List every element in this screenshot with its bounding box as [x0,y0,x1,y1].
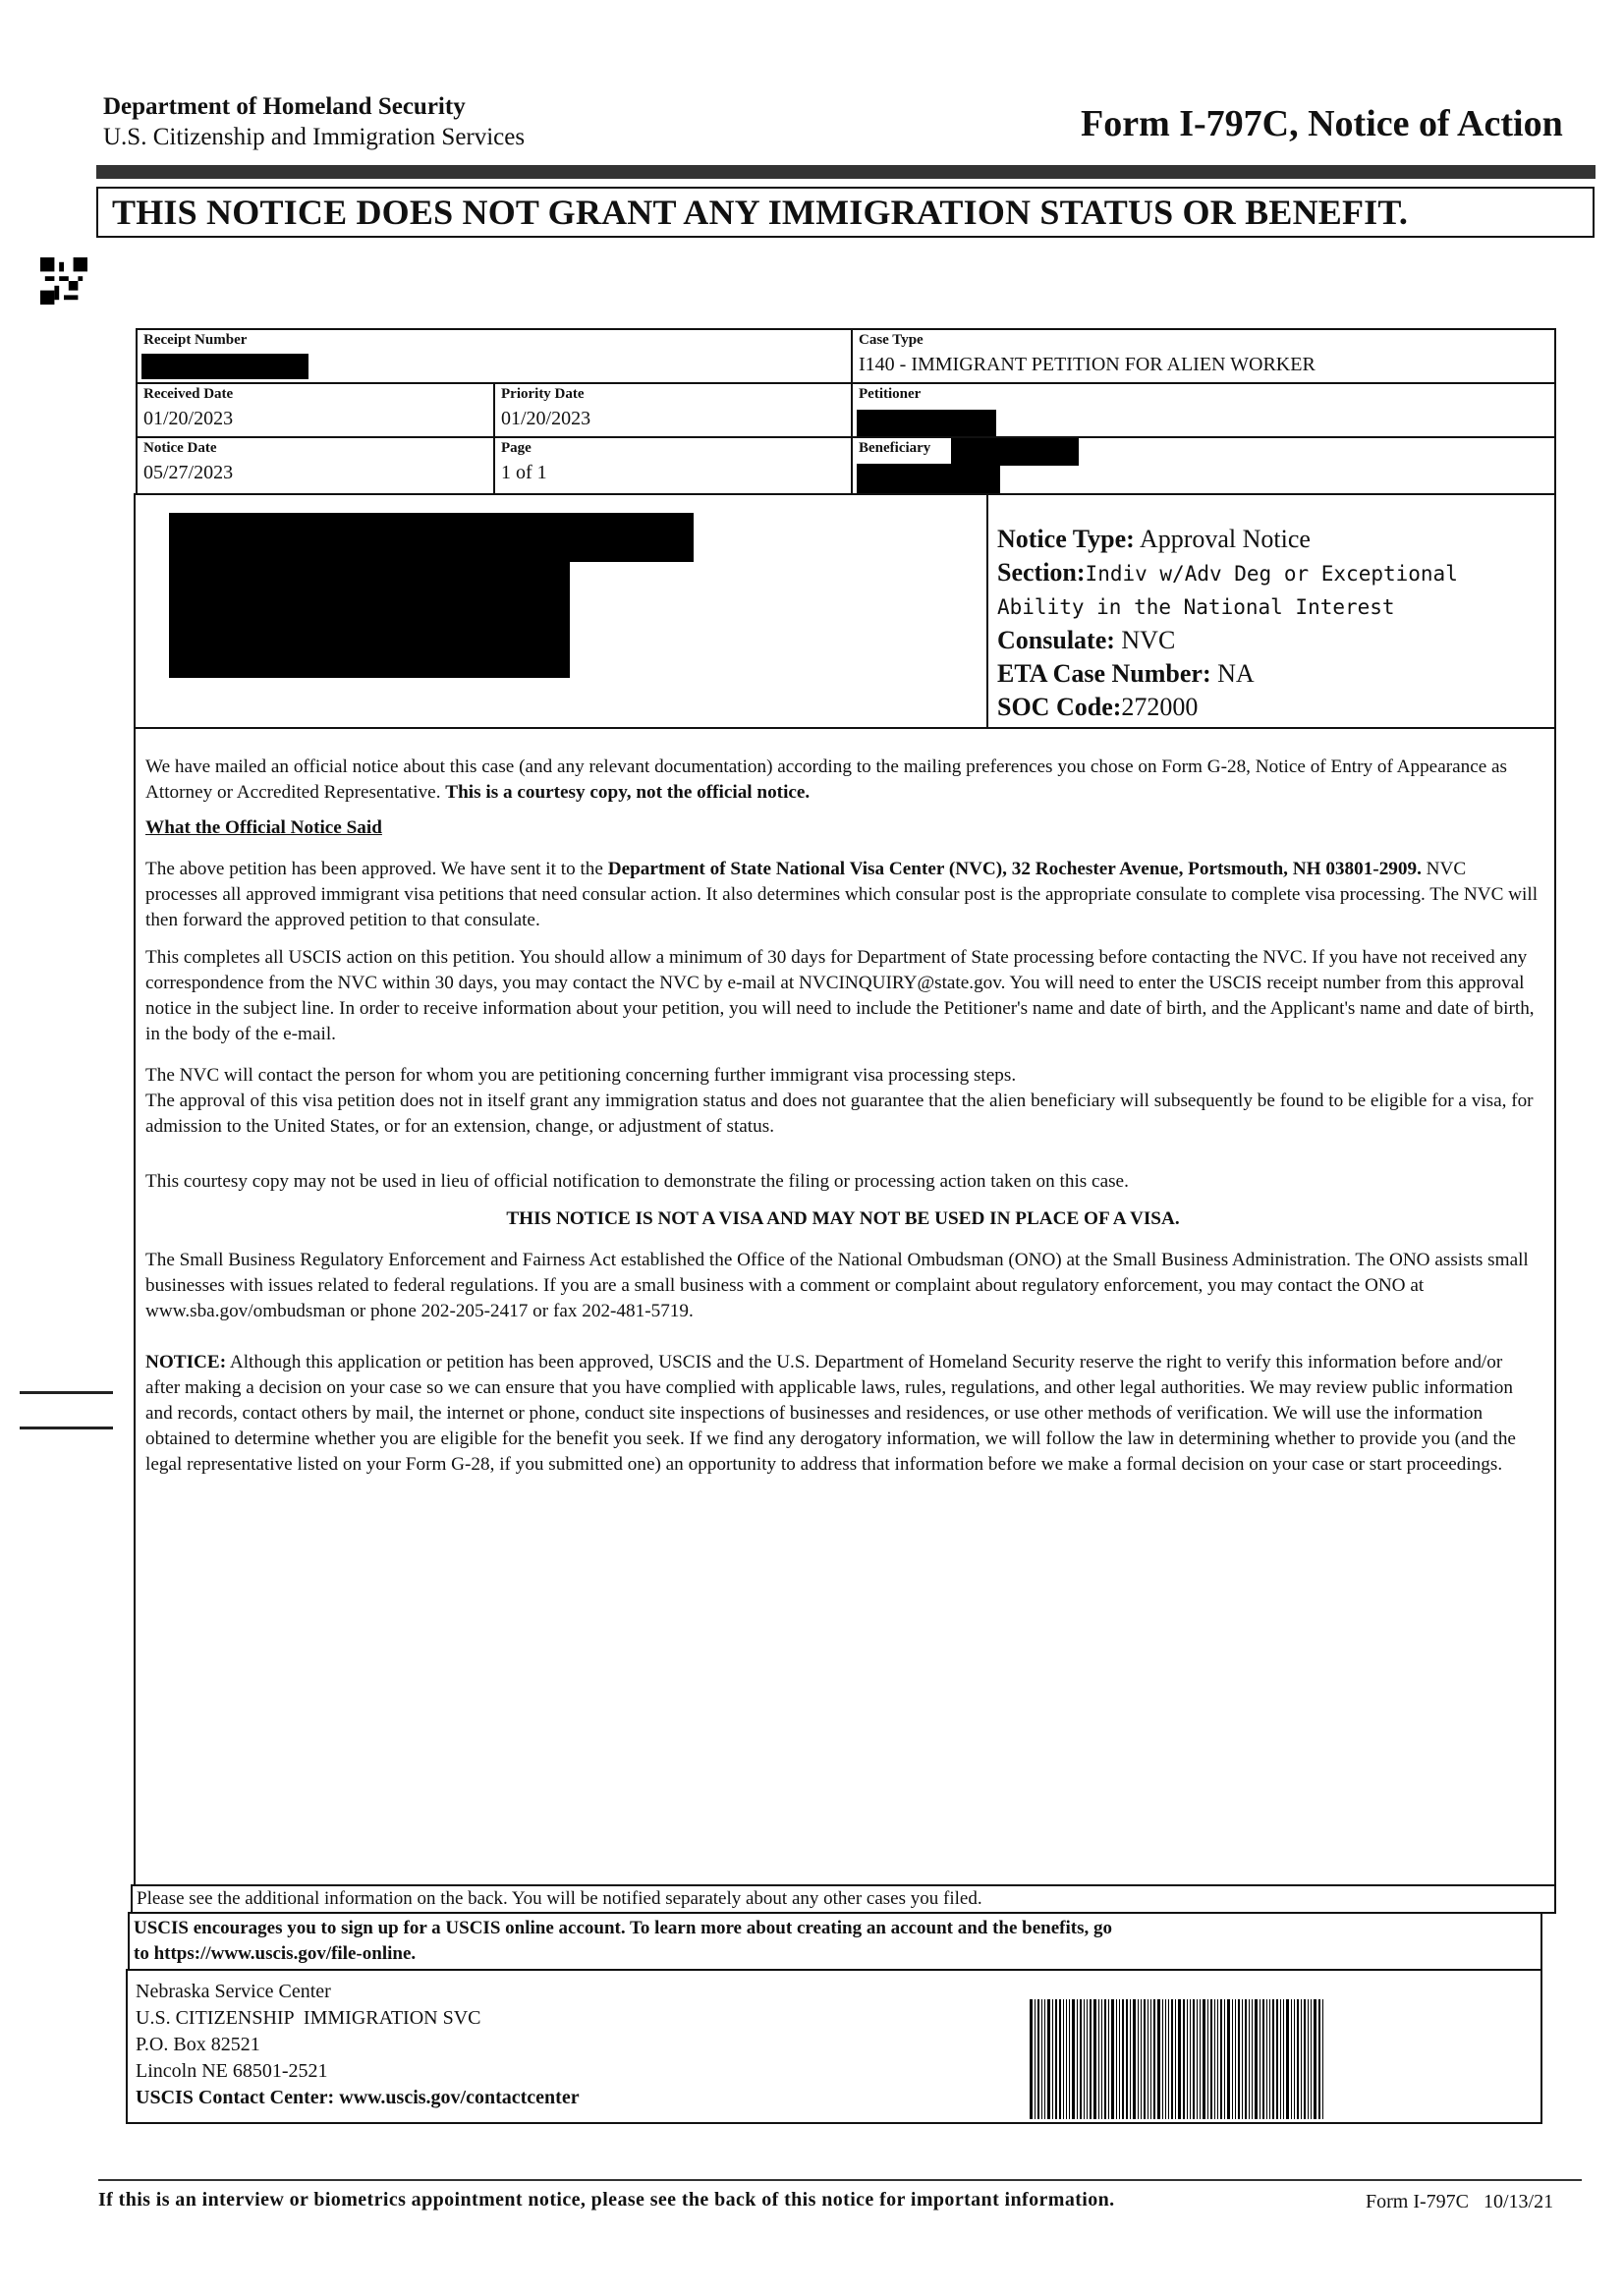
body-paragraph-5: This courtesy copy may not be used in lieu of official notification to demonstrate the filing or processing action taken on this case. [145,1171,1129,1192]
agency-name: Department of Homeland Security [103,93,466,120]
footer-form-id: Form I-797C 10/13/21 [1366,2191,1554,2212]
page-label: Page [501,440,532,456]
beneficiary-label: Beneficiary [859,440,931,456]
notice-date-label: Notice Date [143,440,217,456]
petitioner-cell [851,382,1556,438]
body-paragraph-8 [145,1350,1540,1478]
soc-row [997,691,1587,724]
notice-info [997,523,1587,724]
approval-intro: The above petition has been approved. We have sent it to the [145,859,603,879]
address-line-1: Nebraska Service Center [136,1981,331,2002]
petitioner-redaction [857,410,996,437]
agency-subname: U.S. Citizenship and Immigration Services [103,124,526,150]
section-label: Section: [997,558,1086,587]
nvc-processing: NVC processes all approved immigrant visa petitions that need consular action. It also determines which consular post is the appropriate consulate to complete visa processing. The NVC will then forward the approved petition to that consulate. [145,859,1539,930]
margin-mark-1 [20,1391,113,1394]
soc-value: 272000 [1121,693,1199,721]
address-block [134,493,988,729]
priority-date-value: 01/20/2023 [501,408,591,429]
eta-label: ETA Case Number: [997,659,1211,688]
petitioner-label: Petitioner [859,386,922,402]
notice-date-value: 05/27/2023 [143,462,234,483]
service-center-address [136,1979,580,2111]
approval-disclaimer: The approval of this visa petition does not in itself grant any immigration status and does not guarantee that the alien beneficiary will subsequently be found to be eligible for a visa, for admission to the United States, or for an extension, change, or adjustment of status. [145,1091,1534,1137]
priority-date-label: Priority Date [501,386,585,402]
contact-center: USCIS Contact Center: www.uscis.gov/contactcenter [136,2087,580,2108]
address-redaction-2 [169,554,570,678]
body-paragraph-7: The Small Business Regulatory Enforcement and Fairness Act established the Office of the National Ombudsman (ONO) at the Small Business Administration. The ONO assists small businesses with issues related to federal regulations. If you are a small business with a comment or complaint about regulatory enforcement, you may contact the ONO at www.sba.gov/ombudsman or phone 202-205-2417 or fax 202-481-5719. [145,1250,1529,1321]
receipt-number-redaction [141,354,308,379]
online-account-text: USCIS encourages you to sign up for a USCIS online account. To learn more about creating an account and the benefits, go to https://www.uscis.gov/file-online. [134,1918,1113,1964]
status-warning-text: THIS NOTICE DOES NOT GRANT ANY IMMIGRATION STATUS OR BENEFIT. [112,193,1409,232]
courtesy-intro: We have mailed an official notice about this case (and any relevant documentation) according to the mailing preferences you chose on Form G-28, Notice of Entry of Appearance as Attorney or Accredited Representative. [145,756,1508,803]
body-paragraph-2 [145,857,1540,933]
consulate-label: Consulate: [997,626,1115,654]
consulate-value: NVC [1121,626,1176,654]
case-type-cell [851,328,1556,384]
address-line-2: U.S. CITIZENSHIP IMMIGRATION SVC [136,2007,481,2029]
qr-code-icon [39,257,88,305]
nvc-address: Department of State National Visa Center (NVC), 32 Rochester Avenue, Portsmouth, NH 03801-2909. [607,859,1422,879]
receipt-number-label: Receipt Number [143,332,248,348]
online-account-row [128,1912,1542,1971]
body-paragraph-1 [145,755,1540,806]
footer-rule [98,2179,1582,2181]
address-line-4: Lincoln NE 68501-2521 [136,2060,328,2082]
received-date-label: Received Date [143,386,234,402]
header-divider-bar [96,165,1596,179]
notice-label: NOTICE: [145,1352,227,1372]
not-a-visa-notice: THIS NOTICE IS NOT A VISA AND MAY NOT BE USED IN PLACE OF A VISA. [506,1208,1180,1229]
footer-note: If this is an interview or biometrics appointment notice, please see the back of this notice for important information. [98,2189,1115,2211]
page-cell [493,436,853,495]
consulate-row [997,624,1587,657]
status-warning-banner [96,187,1595,238]
notice-type-label: Notice Type: [997,525,1135,553]
section-value-line2: Ability in the National Interest [997,595,1395,619]
case-type-value: I140 - IMMIGRANT PETITION FOR ALIEN WORKER [859,354,1316,375]
receipt-number-cell [136,328,853,384]
official-notice-heading: What the Official Notice Said [145,817,382,838]
priority-date-cell [493,382,853,438]
body-paragraph-4 [145,1063,1540,1140]
notice-type-value: Approval Notice [1139,525,1311,553]
notice-type-row [997,523,1587,556]
section-row [997,556,1587,590]
eta-value: NA [1217,659,1255,688]
barcode-icon [1030,1999,1354,2119]
received-date-cell [136,382,495,438]
beneficiary-cell [851,436,1556,495]
courtesy-copy-note: This is a courtesy copy, not the official notice. [445,782,811,803]
case-type-label: Case Type [859,332,924,348]
nvc-contact-note: The NVC will contact the person for whom you are petitioning concerning further immigrant visa processing steps. [145,1065,1017,1086]
received-date-value: 01/20/2023 [143,408,234,429]
margin-mark-2 [20,1427,113,1429]
body-paragraph-3: This completes all USCIS action on this petition. You should allow a minimum of 30 days for Department of State processing before contacting the NVC. If you have not received any correspondence from the NVC within 30 days, you may contact the NVC by e-mail at NVCINQUIRY@state.gov. You will need to enter the USCIS receipt number from this approval notice in the subject line. In order to receive information about your petition, you will need to include the Petitioner's name and date of birth, and the Applicant's name and date of birth, in the body of the e-mail. [145,947,1535,1044]
page-value: 1 of 1 [501,462,547,483]
soc-label: SOC Code: [997,693,1122,721]
additional-info-text: Please see the additional information on the back. You will be notified separately about any other cases you filed. [137,1888,982,1909]
additional-info-row [131,1884,1556,1914]
beneficiary-redaction-2 [857,464,1000,493]
eta-row [997,657,1587,691]
address-line-3: P.O. Box 82521 [136,2034,260,2055]
section-value-line1: Indiv w/Adv Deg or Exceptional [1085,562,1458,586]
form-title: Form I-797C, Notice of Action [1081,103,1563,144]
beneficiary-redaction-1 [951,438,1079,466]
verification-notice: Although this application or petition has been approved, USCIS and the U.S. Department of Homeland Security reserve the right to verify this information before and/or after making a decision on your case so we can ensure that you have complied with applicable laws, rules, regulations, and other legal authorities. We may review public information and records, contact others by mail, the internet or phone, conduct site inspections of businesses and residences, or use other methods of verification. We will use the information obtained to determine whether you are eligible for the benefit you seek. If we find any derogatory information, we will follow the law in determining whether to provide you (and the legal representative listed on your Form G-28, if you submitted one) an opportunity to address that information before we make a formal decision on your case or start proceedings. [145,1352,1516,1475]
notice-date-cell [136,436,495,495]
